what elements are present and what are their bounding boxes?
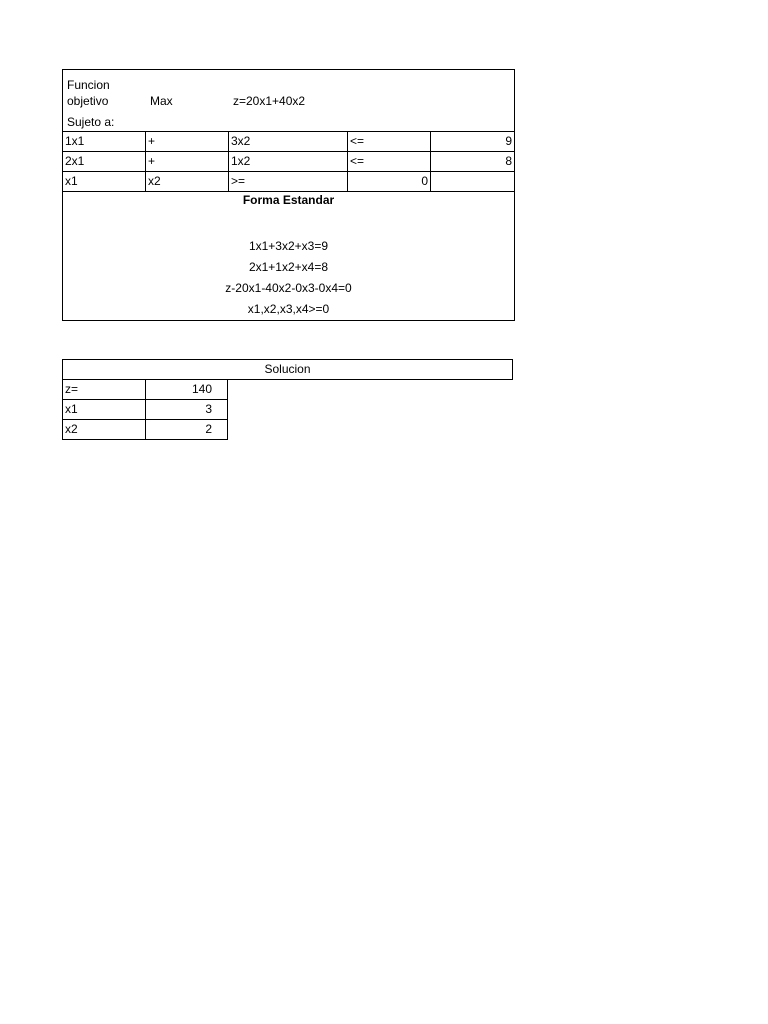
empty-space [228, 420, 513, 440]
empty-space [228, 400, 513, 420]
linear-program-sheet [62, 69, 514, 321]
cell[interactable]: x2 [146, 172, 229, 192]
nonnegativity-row [63, 172, 515, 192]
solution-table [62, 359, 513, 440]
solution-variable[interactable]: z= [63, 380, 146, 400]
standard-form-equation: z-20x1-40x2-0x3-0x4=0 [225, 281, 352, 295]
standard-form-equation: x1,x2,x3,x4>=0 [247, 302, 330, 316]
cell[interactable]: 3x2 [229, 132, 348, 152]
cell[interactable]: 2x1 [63, 152, 146, 172]
objective-label-line2: objetivo [67, 94, 109, 108]
constraint-row-2 [63, 152, 515, 172]
problem-table [62, 69, 515, 321]
cell[interactable]: + [146, 132, 229, 152]
cell[interactable]: 1x1 [63, 132, 146, 152]
solution-row [63, 420, 513, 440]
cell[interactable]: x1 [63, 172, 146, 192]
objective-expression: z=20x1+40x2 [233, 94, 306, 108]
solution-value[interactable]: 3 [146, 400, 228, 420]
solution-value[interactable]: 140 [146, 380, 228, 400]
subject-to-label: Sujeto a: [67, 115, 115, 129]
solution-row [63, 380, 513, 400]
cell[interactable]: 9 [431, 132, 515, 152]
solution-row [63, 400, 513, 420]
solution-block [62, 359, 513, 440]
objective-label-line1: Funcion [67, 78, 110, 92]
cell[interactable]: 8 [431, 152, 515, 172]
empty-space [228, 380, 513, 400]
cell[interactable]: 0 [348, 172, 431, 192]
solution-title[interactable]: Solucion [63, 360, 513, 380]
cell[interactable]: + [146, 152, 229, 172]
objective-type: Max [150, 94, 173, 108]
cell[interactable]: <= [348, 132, 431, 152]
cell[interactable]: <= [348, 152, 431, 172]
standard-form-equation: 2x1+1x2+x4=8 [248, 260, 329, 274]
cell[interactable]: 1x2 [229, 152, 348, 172]
solution-value[interactable]: 2 [146, 420, 228, 440]
solution-variable[interactable]: x2 [63, 420, 146, 440]
standard-form-equation: 1x1+3x2+x3=9 [248, 239, 329, 253]
cell[interactable] [431, 172, 515, 192]
cell[interactable]: >= [229, 172, 348, 192]
standard-form-cell[interactable] [63, 192, 515, 321]
solution-variable[interactable]: x1 [63, 400, 146, 420]
standard-form-title: Forma Estandar [242, 193, 335, 207]
constraint-row-1 [63, 132, 515, 152]
objective-cell[interactable] [63, 70, 515, 132]
